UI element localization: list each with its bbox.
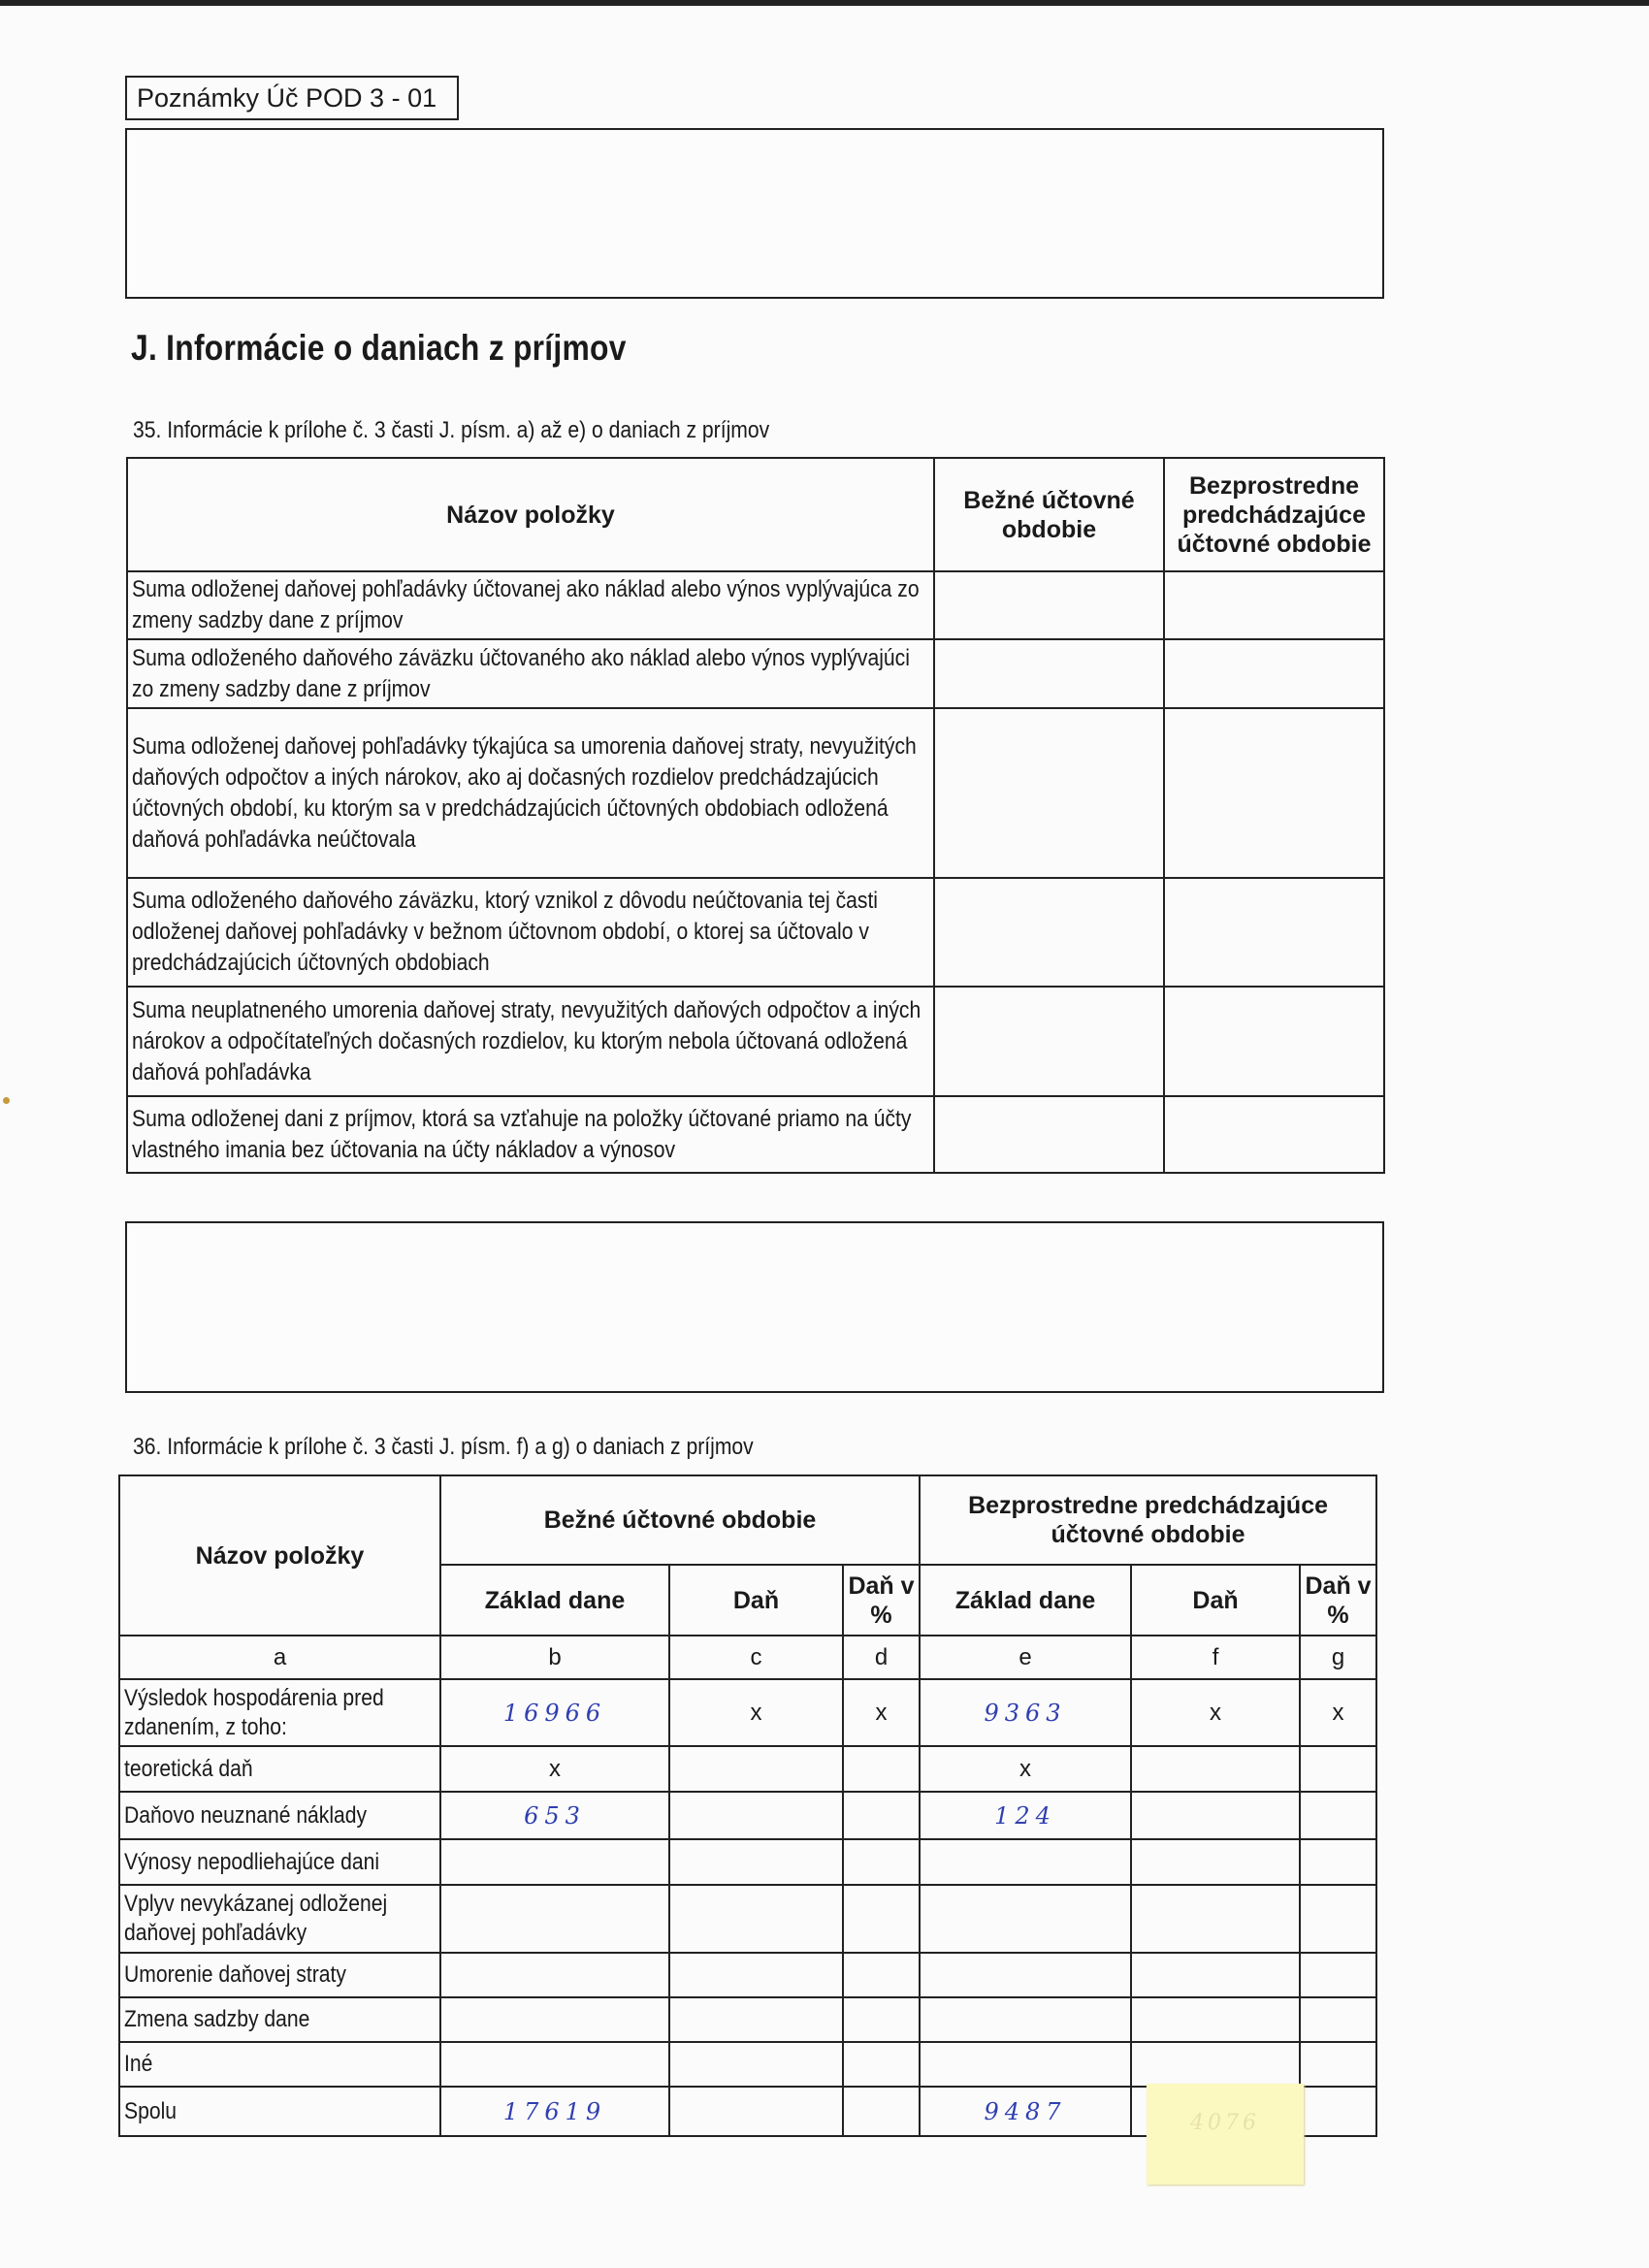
cell-current[interactable]: [934, 708, 1164, 878]
cell-pct-previous[interactable]: [1300, 1792, 1376, 1839]
cell-pct-previous[interactable]: [1300, 1997, 1376, 2042]
sticky-note-text: 4076: [1190, 2111, 1260, 2135]
letter-g: g: [1300, 1636, 1376, 1679]
cell-tax-previous[interactable]: [1131, 1746, 1300, 1792]
col-current-header: Bežné účtovné obdobie: [934, 458, 1164, 571]
col-name-header: Názov položky: [127, 458, 934, 571]
letter-d: d: [843, 1636, 920, 1679]
cell-base-current[interactable]: [440, 2042, 669, 2087]
table36-caption: 36. Informácie k prílohe č. 3 časti J. písm. f) a g) o daniach z príjmov: [133, 1434, 754, 1460]
letter-f: f: [1131, 1636, 1300, 1679]
cell-pct-current[interactable]: [843, 2087, 920, 2136]
cell-tax-current[interactable]: x: [669, 1679, 843, 1746]
cell-base-previous[interactable]: [920, 2042, 1131, 2087]
section-title: J. Informácie o daniach z príjmov: [131, 328, 627, 368]
top-edge-line: [0, 0, 1649, 6]
cell-pct-current[interactable]: [843, 1839, 920, 1885]
cell-base-previous[interactable]: x: [920, 1746, 1131, 1792]
cell-base-current[interactable]: 17619: [440, 2087, 669, 2136]
cell-base-previous[interactable]: 9363: [920, 1679, 1131, 1746]
cell-previous[interactable]: [1164, 708, 1384, 878]
col-name-header: Názov položky: [119, 1475, 440, 1636]
cell-tax-previous[interactable]: [1131, 1792, 1300, 1839]
cell-current[interactable]: [934, 639, 1164, 708]
col-previous-header: Bezprostredne predchádzajúce účtovné obdobie: [1164, 458, 1384, 571]
cell-pct-previous[interactable]: [1300, 1746, 1376, 1792]
form-label: Poznámky Úč POD 3 - 01: [125, 76, 459, 120]
cell-pct-current[interactable]: [843, 1746, 920, 1792]
cell-base-previous[interactable]: 9487: [920, 2087, 1131, 2136]
cell-tax-previous[interactable]: [1131, 1839, 1300, 1885]
sub-base-header: Základ dane: [440, 1565, 669, 1636]
cell-tax-current[interactable]: [669, 1953, 843, 1997]
row-label: Iné: [119, 2042, 440, 2087]
row-label: teoretická daň: [119, 1746, 440, 1792]
cell-pct-current[interactable]: [843, 1792, 920, 1839]
cell-previous[interactable]: [1164, 987, 1384, 1096]
letter-c: c: [669, 1636, 843, 1679]
cell-tax-current[interactable]: [669, 2042, 843, 2087]
table-35: [126, 457, 1385, 1174]
cell-pct-previous[interactable]: [1300, 2087, 1376, 2136]
cell-pct-current[interactable]: [843, 1953, 920, 1997]
cell-pct-previous[interactable]: [1300, 2042, 1376, 2087]
table35-caption: 35. Informácie k prílohe č. 3 časti J. písm. a) až e) o daniach z príjmov: [133, 417, 770, 443]
cell-base-current[interactable]: 653: [440, 1792, 669, 1839]
row-label: Výnosy nepodliehajúce dani: [119, 1839, 440, 1885]
letter-b: b: [440, 1636, 669, 1679]
cell-base-previous[interactable]: 124: [920, 1792, 1131, 1839]
row-label: Zmena sadzby dane: [119, 1997, 440, 2042]
row-label: Výsledok hospodárenia pred zdanením, z toho:: [119, 1679, 440, 1746]
letter-e: e: [920, 1636, 1131, 1679]
cell-tax-current[interactable]: [669, 1792, 843, 1839]
cell-previous[interactable]: [1164, 878, 1384, 987]
cell-current[interactable]: [934, 878, 1164, 987]
cell-base-previous[interactable]: [920, 1953, 1131, 1997]
cell-base-previous[interactable]: [920, 1839, 1131, 1885]
cell-tax-previous[interactable]: [1131, 2042, 1300, 2087]
table-row-label: Suma odloženej daňovej pohľadávky týkajúca sa umorenia daňovej straty, nevyužitých daňových odpočtov a iných nárokov, ako aj dočasných rozdielov predchádzajúcich účtovných období, ku ktorým sa v predchádzajúcich účtovných obdobiach odložená daňová pohľadávka neúčtovala: [127, 708, 934, 878]
notes-box-top[interactable]: [125, 128, 1384, 299]
cell-tax-previous[interactable]: [1131, 1885, 1300, 1953]
table-row-label: Suma odloženého daňového záväzku účtovaného ako náklad alebo výnos vyplývajúci zo zmeny sadzby dane z príjmov: [127, 639, 934, 708]
cell-pct-previous[interactable]: [1300, 1953, 1376, 1997]
cell-previous[interactable]: [1164, 571, 1384, 639]
sub-tax-header: Daň: [669, 1565, 843, 1636]
cell-tax-current[interactable]: [669, 1885, 843, 1953]
table-36: [118, 1474, 1377, 2137]
cell-pct-previous[interactable]: x: [1300, 1679, 1376, 1746]
cell-previous[interactable]: [1164, 639, 1384, 708]
group-current-header: Bežné účtovné obdobie: [440, 1475, 920, 1565]
cell-pct-current[interactable]: [843, 1885, 920, 1953]
cell-current[interactable]: [934, 987, 1164, 1096]
cell-previous[interactable]: [1164, 1096, 1384, 1173]
cell-base-current[interactable]: [440, 1997, 669, 2042]
sub-tax-header: Daň: [1131, 1565, 1300, 1636]
cell-pct-previous[interactable]: [1300, 1839, 1376, 1885]
row-label: Vplyv nevykázanej odloženej daňovej pohľadávky: [119, 1885, 440, 1953]
cell-base-previous[interactable]: [920, 1885, 1131, 1953]
cell-current[interactable]: [934, 1096, 1164, 1173]
table-row-label: Suma odloženého daňového záväzku, ktorý vznikol z dôvodu neúčtovania tej časti odloženej daňovej pohľadávky v bežnom účtovnom období, o ktorej sa účtovalo v predchádzajúcich účtovných obdobiach: [127, 878, 934, 987]
cell-base-current[interactable]: x: [440, 1746, 669, 1792]
cell-pct-current[interactable]: x: [843, 1679, 920, 1746]
cell-tax-previous[interactable]: x: [1131, 1679, 1300, 1746]
cell-pct-current[interactable]: [843, 1997, 920, 2042]
sticky-note: [1147, 2084, 1304, 2185]
sub-pct-header: Daň v %: [843, 1565, 920, 1636]
cell-base-previous[interactable]: [920, 1997, 1131, 2042]
cell-pct-previous[interactable]: [1300, 1885, 1376, 1953]
table-row-label: Suma odloženej daňovej pohľadávky účtovanej ako náklad alebo výnos vyplývajúca zo zmeny sadzby dane z príjmov: [127, 571, 934, 639]
sub-base-header: Základ dane: [920, 1565, 1131, 1636]
cell-base-current[interactable]: [440, 1885, 669, 1953]
cell-tax-current[interactable]: [669, 1746, 843, 1792]
cell-pct-current[interactable]: [843, 2042, 920, 2087]
row-label: Spolu: [119, 2087, 440, 2136]
table-row-label: Suma odloženej dani z príjmov, ktorá sa vzťahuje na položky účtované priamo na účty vlastného imania bez účtovania na účty nákladov a výnosov: [127, 1096, 934, 1173]
cell-tax-previous[interactable]: [1131, 1997, 1300, 2042]
cell-tax-current[interactable]: [669, 2087, 843, 2136]
table-row-label: Suma neuplatneného umorenia daňovej straty, nevyužitých daňových odpočtov a iných nárokov a odpočítateľných dočasných rozdielov, ku ktorým nebola účtovaná odložená daňová pohľadávka: [127, 987, 934, 1096]
notes-box-middle[interactable]: [125, 1221, 1384, 1393]
row-label: Umorenie daňovej straty: [119, 1953, 440, 1997]
cell-base-current[interactable]: 16966: [440, 1679, 669, 1746]
scan-speck: [3, 1097, 10, 1104]
cell-tax-current[interactable]: [669, 1839, 843, 1885]
group-previous-header: Bezprostredne predchádzajúce účtovné obdobie: [920, 1475, 1376, 1565]
sub-pct-header: Daň v %: [1300, 1565, 1376, 1636]
cell-tax-previous[interactable]: [1131, 1953, 1300, 1997]
cell-base-current[interactable]: [440, 1839, 669, 1885]
cell-current[interactable]: [934, 571, 1164, 639]
cell-base-current[interactable]: [440, 1953, 669, 1997]
letter-a: a: [119, 1636, 440, 1679]
cell-tax-current[interactable]: [669, 1997, 843, 2042]
row-label: Daňovo neuznané náklady: [119, 1792, 440, 1839]
